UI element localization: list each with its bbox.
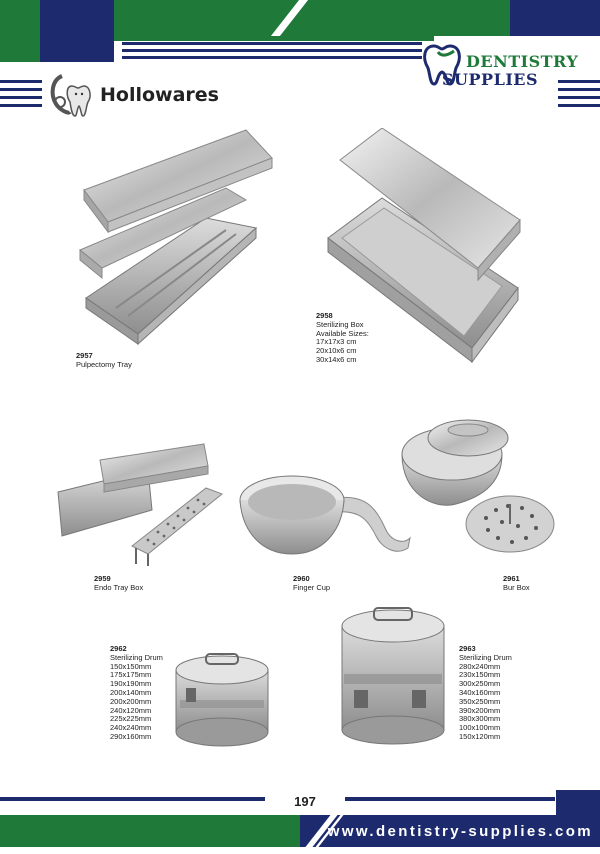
product-caption-2962 [110, 645, 163, 742]
product-size: 350x250mm [459, 696, 501, 706]
product-caption-2959 [94, 575, 143, 593]
product-name: Finger Cup [293, 582, 331, 592]
bur-box-image [398, 414, 558, 554]
product-detail: Available Sizes: [316, 328, 369, 338]
product-size: 190x190mm [110, 679, 152, 689]
product-size: 340x160mm [459, 687, 501, 697]
product-size: 300x250mm [459, 679, 501, 689]
product-caption-2963 [459, 645, 512, 742]
product-size: 390x200mm [459, 705, 501, 715]
product-size: 240x240mm [110, 723, 152, 733]
product-code: 2958 [316, 311, 333, 320]
product-caption-2957 [76, 352, 132, 370]
footer-line [345, 797, 555, 801]
header-stripe [122, 56, 422, 59]
product-size: 240x120mm [110, 705, 152, 715]
product-name: Sterilizing Drum [459, 652, 512, 662]
brand-logo [420, 38, 595, 90]
endo-tray-box-image [56, 440, 224, 568]
product-size: 30x14x6 cm [316, 354, 357, 364]
sterilizing-drum-small-image [172, 648, 272, 748]
sterilizing-drum-large-image [338, 600, 448, 746]
header-stripe [122, 49, 422, 52]
product-size: 100x100mm [459, 723, 501, 733]
product-code: 2963 [459, 644, 476, 653]
header-stripe [122, 42, 422, 45]
section-title: Hollowares [100, 84, 219, 106]
product-name: Sterilizing Box [316, 319, 364, 329]
product-name: Endo Tray Box [94, 582, 144, 592]
tooth-section-icon [48, 72, 96, 120]
product-name: Sterilizing Drum [110, 652, 163, 662]
page-number: 197 [294, 794, 316, 809]
product-caption-2960 [293, 575, 330, 593]
product-code: 2961 [503, 574, 520, 583]
logo-text-dentistry: DENTISTRY [466, 52, 579, 71]
product-size: 290x160mm [110, 731, 152, 741]
header-green-block [0, 0, 40, 62]
product-caption-2961 [503, 575, 530, 593]
product-size: 150x150mm [110, 661, 152, 671]
product-code: 2962 [110, 644, 127, 653]
product-code: 2957 [76, 351, 93, 360]
product-code: 2959 [94, 574, 111, 583]
header-navy-corner [510, 0, 600, 36]
product-size: 230x150mm [459, 670, 501, 680]
product-size: 200x200mm [110, 696, 152, 706]
product-size: 280x240mm [459, 661, 501, 671]
logo-text-supplies: SUPPLIES [442, 70, 539, 89]
header-green-strip [114, 36, 434, 41]
product-size: 200x140mm [110, 687, 152, 697]
website-url[interactable]: www.dentistry-supplies.com [327, 823, 593, 840]
product-size: 17x17x3 cm [316, 337, 357, 347]
product-size: 225x225mm [110, 714, 152, 724]
product-caption-2958 [316, 312, 369, 365]
product-name: Pulpectomy Tray [76, 359, 132, 369]
product-size: 380x300mm [459, 714, 501, 724]
pulpectomy-tray-image [76, 128, 276, 360]
product-size: 150x120mm [459, 731, 501, 741]
product-size: 175x175mm [110, 670, 152, 680]
product-size: 20x10x6 cm [316, 346, 357, 356]
footer-line [0, 797, 265, 801]
product-name: Bur Box [503, 582, 530, 592]
left-decor-lines [0, 80, 42, 112]
header-navy-block [40, 0, 114, 62]
finger-cup-image [236, 468, 412, 560]
product-code: 2960 [293, 574, 310, 583]
